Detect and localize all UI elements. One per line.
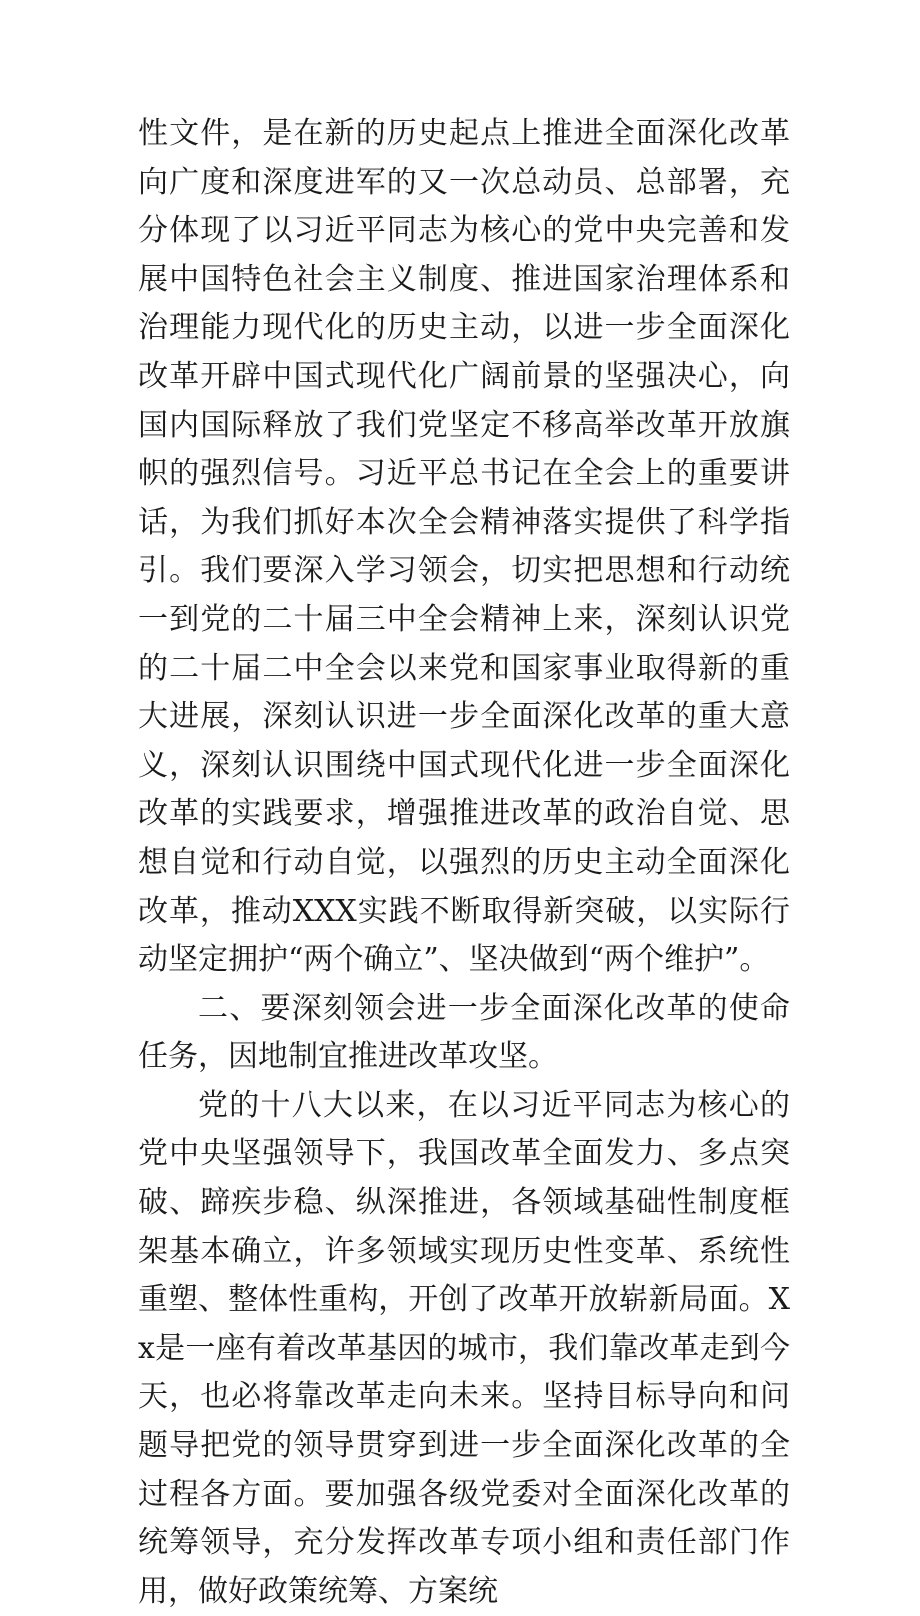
paragraph-1: 性文件，是在新的历史起点上推进全面深化改革向广度和深度进军的又一次总动员、总部署，充分体现了以习近平同志为核心的党中央完善和发展中国特色社会主义制度、推进国家治理体系和治理能力现代化的历史主动，以进一步全面深化改革开辟中国式现代化广阔前景的坚强决心，向国内国际释放了我们党坚定不移高举改革开放旗帜的强烈信号。习近平总书记在全会上的重要讲话，为我们抓好本次全会精神落实提供了科学指引。我们要深入学习领会，切实把思想和行动统一到党的二十届三中全会精神上来，深刻认识党的二十届二中全会以来党和国家事业取得新的重大进展，深刻认识进一步全面深化改革的重大意义，深刻认识围绕中国式现代化进一步全面深化改革的实践要求，增强推进改革的政治自觉、思想自觉和行动自觉，以强烈的历史主动全面深化改革，推动XXX实践不断取得新突破，以实际行动坚定拥护“两个确立”、坚决做到“两个维护”。	[138, 116, 790, 978]
section-heading-2: 二、要深刻领会进一步全面深化改革的使命任务，因地制宜推进改革攻坚。	[138, 990, 790, 1075]
paragraph-3: 党的十八大以来，在以习近平同志为核心的党中央坚强领导下，我国改革全面发力、多点突破、蹄疾步稳、纵深推进，各领域基础性制度框架基本确立，许多领域实现历史性变革、系统性重塑、整体性重构，开创了改革开放崭新局面。Xx是一座有着改革基因的城市，我们靠改革走到今天，也必将靠改革走向未来。坚持目标导向和问题导把党的领导贯穿到进一步全面深化改革的全过程各方面。要加强各级党委对全面深化改革的统筹领导，充分发挥改革专项小组和责任部门作用，做好政策统筹、方案统	[138, 1087, 790, 1609]
document-body	[138, 110, 790, 1616]
